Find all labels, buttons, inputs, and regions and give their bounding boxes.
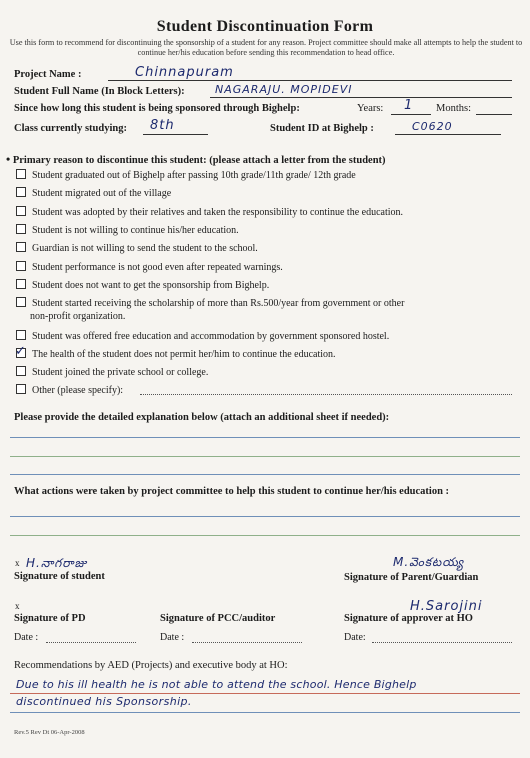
project-name-value[interactable]: Chinnapuram — [135, 65, 234, 80]
approver-signature[interactable]: H.Sarojini — [410, 599, 483, 614]
revision-footer: Rev.5 Rev Dt 06-Apr-2008 — [14, 729, 85, 736]
reasons-heading: • Primary reason to discontinue this student: (please attach a letter from the student) — [6, 152, 386, 166]
pd-date-label: Date : — [14, 632, 39, 643]
approver-signature-label: Signature of approver at HO — [344, 613, 473, 624]
pcc-signature-label: Signature of PCC/auditor — [160, 613, 276, 624]
recommendation-text-line-1[interactable]: Due to his ill health he is not able to attend the school. Hence Bighelp — [16, 678, 417, 691]
checkbox[interactable] — [16, 206, 26, 216]
reason-option-health[interactable]: ✓ The health of the student does not permit her/him to continue the education. — [15, 344, 336, 360]
months-line — [476, 114, 512, 115]
student-name-label: Student Full Name (In Block Letters): — [14, 86, 185, 97]
reason-option-other[interactable]: Other (please specify): — [16, 384, 123, 396]
reason-option-hostel[interactable]: Student was offered free education and accommodation by government sponsored hostel. — [16, 330, 389, 342]
explanation-heading: Please provide the detailed explanation below (attach an additional sheet if needed): — [14, 412, 390, 423]
reason-option-not-willing[interactable]: Student is not willing to continue his/her education. — [16, 224, 239, 236]
form-intro: Use this form to recommend for discontinuing the sponsorship of a student for any reason. Project committee should make all attempts to help the student to continue her/his education before sending this recommendation to head office. — [9, 38, 523, 57]
class-line — [143, 134, 208, 135]
other-specify-line — [140, 394, 512, 395]
reason-option-graduated[interactable]: Student graduated out of Bighelp after passing 10th grade/11th grade/ 12th grade — [16, 169, 356, 181]
actions-heading: What actions were taken by project committee to help this student to continue her/his education : — [14, 486, 450, 497]
reason-option-scholarship-cont: non-profit organization. — [30, 311, 126, 322]
checkbox[interactable] — [16, 187, 26, 197]
explanation-line-2[interactable] — [10, 456, 520, 457]
project-name-label: Project Name : — [14, 69, 82, 80]
approver-date-line[interactable] — [372, 642, 512, 643]
approver-date-label: Date: — [344, 632, 366, 643]
recommendation-text-line-2[interactable]: discontinued his Sponsorship. — [16, 695, 192, 708]
checkbox[interactable] — [16, 224, 26, 234]
reason-option-performance[interactable]: Student performance is not good even after repeated warnings. — [16, 261, 283, 273]
reason-option-adopted[interactable]: Student was adopted by their relatives and taken the responsibility to continue the education. — [16, 206, 403, 218]
student-id-value[interactable]: C0620 — [412, 120, 453, 133]
years-label: Years: — [357, 103, 384, 114]
checkbox[interactable] — [16, 242, 26, 252]
parent-signature-label: Signature of Parent/Guardian — [344, 572, 479, 583]
years-line — [391, 114, 431, 115]
checkbox[interactable] — [16, 297, 26, 307]
student-signature-label: Signature of student — [14, 571, 105, 582]
reason-option-no-sponsorship[interactable]: Student does not want to get the sponsorship from Bighelp. — [16, 279, 269, 291]
checkbox-checked[interactable] — [15, 344, 26, 359]
reason-option-scholarship[interactable]: Student started receiving the scholarship of more than Rs.500/year from government or other — [16, 297, 404, 309]
actions-line-2[interactable] — [10, 535, 520, 536]
reason-option-private-school[interactable]: Student joined the private school or college. — [16, 366, 208, 378]
parent-signature[interactable]: M.వెంకటయ్య — [393, 555, 465, 569]
class-label: Class currently studying: — [14, 123, 127, 134]
years-value[interactable]: 1 — [404, 98, 414, 113]
recommendation-heading: Recommendations by AED (Projects) and executive body at HO: — [14, 660, 288, 671]
months-label: Months: — [436, 103, 472, 114]
pd-sign-x: x — [15, 601, 20, 611]
check-mark-icon: ✓ — [15, 344, 26, 359]
checkbox[interactable] — [16, 384, 26, 394]
project-name-line — [108, 80, 512, 81]
checkbox[interactable] — [16, 366, 26, 376]
class-value[interactable]: 8th — [150, 118, 175, 133]
student-name-line — [210, 97, 512, 98]
sponsored-duration-label: Since how long this student is being sponsored through Bighelp: — [14, 103, 300, 114]
recommendation-line-1 — [10, 693, 520, 694]
student-id-line — [395, 134, 501, 135]
student-signature[interactable]: H.నాగరాజు — [26, 556, 88, 570]
checkbox[interactable] — [16, 169, 26, 179]
checkbox[interactable] — [16, 330, 26, 340]
pd-signature-label: Signature of PD — [14, 613, 86, 624]
form-title: Student Discontinuation Form — [156, 18, 374, 35]
checkbox[interactable] — [16, 261, 26, 271]
actions-line-1[interactable] — [10, 516, 520, 517]
student-name-value[interactable]: NAGARAJU. MOPIDEVI — [215, 83, 353, 96]
reason-option-migrated[interactable]: Student migrated out of the village — [16, 187, 171, 199]
explanation-line-1[interactable] — [10, 437, 520, 438]
recommendation-line-2 — [10, 712, 520, 713]
pcc-date-label: Date : — [160, 632, 185, 643]
student-id-label: Student ID at Bighelp : — [270, 123, 374, 134]
explanation-line-3[interactable] — [10, 474, 520, 475]
checkbox[interactable] — [16, 279, 26, 289]
student-sign-x: x — [15, 558, 20, 568]
pd-date-line[interactable] — [46, 642, 136, 643]
pcc-date-line[interactable] — [192, 642, 302, 643]
reason-option-guardian[interactable]: Guardian is not willing to send the student to the school. — [16, 242, 258, 254]
